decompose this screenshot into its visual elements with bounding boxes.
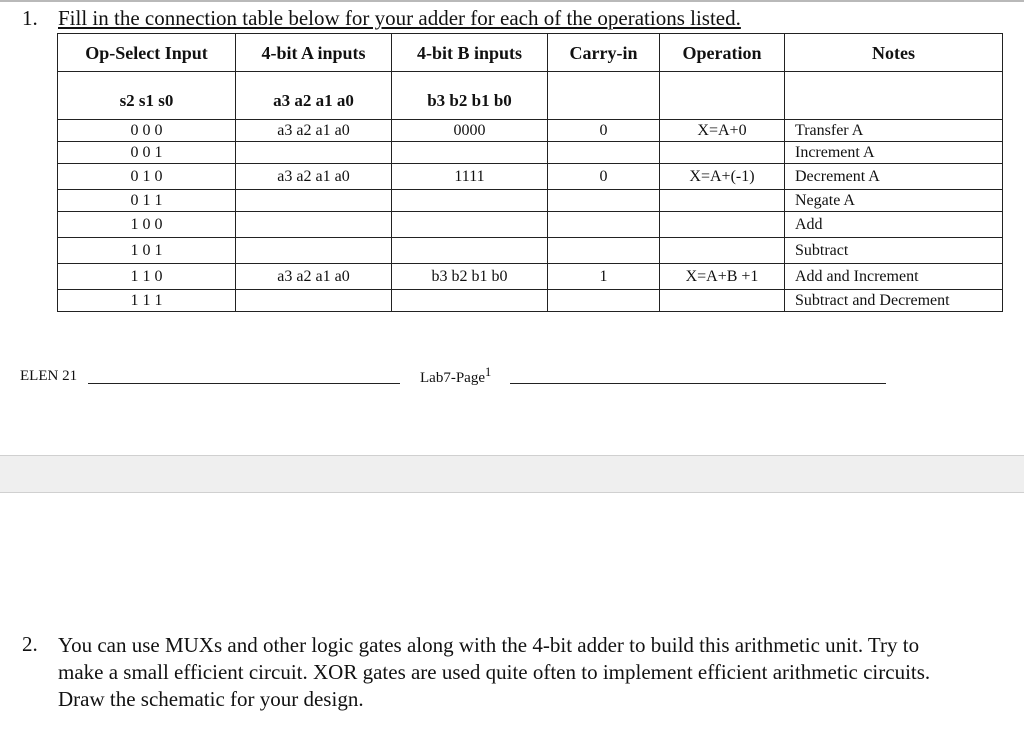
cell-carry-in <box>548 290 660 312</box>
cell-carry-in: 0 <box>548 120 660 142</box>
cell-operation <box>660 212 785 238</box>
cell-notes: Add and Increment <box>785 264 1003 290</box>
cell-a-inputs <box>236 212 392 238</box>
connection-table <box>57 33 1003 312</box>
cell-select: 0 1 0 <box>58 164 236 190</box>
table-row <box>58 120 1003 142</box>
cell-b-inputs <box>392 290 548 312</box>
cell-a-inputs <box>236 190 392 212</box>
subheader-select-bits: s2 s1 s0 <box>58 72 236 120</box>
cell-select: 1 0 1 <box>58 238 236 264</box>
footer-line-right <box>510 383 886 384</box>
cell-carry-in: 1 <box>548 264 660 290</box>
cell-operation <box>660 238 785 264</box>
question-1-number: 1. <box>22 6 38 30</box>
cell-operation: X=A+0 <box>660 120 785 142</box>
table-row <box>58 142 1003 164</box>
table-row <box>58 212 1003 238</box>
subheader-a-bits: a3 a2 a1 a0 <box>236 72 392 120</box>
cell-carry-in: 0 <box>548 164 660 190</box>
cell-select: 1 1 1 <box>58 290 236 312</box>
cell-operation <box>660 190 785 212</box>
footer-line-left <box>88 383 400 384</box>
cell-b-inputs <box>392 190 548 212</box>
cell-notes: Increment A <box>785 142 1003 164</box>
cell-notes: Subtract <box>785 238 1003 264</box>
cell-carry-in <box>548 238 660 264</box>
subheader-b-bits: b3 b2 b1 b0 <box>392 72 548 120</box>
table-row <box>58 290 1003 312</box>
cell-b-inputs <box>392 238 548 264</box>
header-carry-in: Carry-in <box>548 34 660 72</box>
header-operation: Operation <box>660 34 785 72</box>
cell-notes: Add <box>785 212 1003 238</box>
cell-operation <box>660 142 785 164</box>
question-1-text: Fill in the connection table below for your adder for each of the operations listed. <box>58 6 741 30</box>
subheader-notes <box>785 72 1003 120</box>
header-op-select: Op-Select Input <box>58 34 236 72</box>
cell-b-inputs <box>392 142 548 164</box>
footer-page-number: 1 <box>484 365 492 379</box>
cell-b-inputs <box>392 212 548 238</box>
cell-select: 1 1 0 <box>58 264 236 290</box>
cell-a-inputs <box>236 142 392 164</box>
question-2-number: 2. <box>22 632 38 656</box>
subheader-operation <box>660 72 785 120</box>
cell-carry-in <box>548 212 660 238</box>
cell-notes: Negate A <box>785 190 1003 212</box>
subheader-carry <box>548 72 660 120</box>
cell-a-inputs <box>236 238 392 264</box>
header-b-inputs: 4-bit B inputs <box>392 34 548 72</box>
page-gap <box>0 456 1024 492</box>
cell-a-inputs: a3 a2 a1 a0 <box>236 264 392 290</box>
page-gap-bottom-border <box>0 492 1024 493</box>
cell-a-inputs: a3 a2 a1 a0 <box>236 164 392 190</box>
table-row <box>58 238 1003 264</box>
cell-a-inputs: a3 a2 a1 a0 <box>236 120 392 142</box>
header-a-inputs: 4-bit A inputs <box>236 34 392 72</box>
header-notes: Notes <box>785 34 1003 72</box>
question-2-text: You can use MUXs and other logic gates along with the 4-bit adder to build this arithmetic unit. Try to make a small efficient circuit. XOR gates are used quite often to implement efficient arithmetic circuits. Draw the schematic for your design. <box>58 633 931 711</box>
cell-select: 0 1 1 <box>58 190 236 212</box>
cell-notes: Decrement A <box>785 164 1003 190</box>
cell-select: 1 0 0 <box>58 212 236 238</box>
footer-page-label <box>420 365 491 387</box>
cell-notes: Subtract and Decrement <box>785 290 1003 312</box>
footer-page-text: Lab7-Page <box>420 370 485 386</box>
top-border <box>0 0 1024 2</box>
cell-b-inputs: 1111 <box>392 164 548 190</box>
cell-operation: X=A+B +1 <box>660 264 785 290</box>
cell-carry-in <box>548 142 660 164</box>
cell-operation <box>660 290 785 312</box>
cell-b-inputs: 0000 <box>392 120 548 142</box>
table-row <box>58 164 1003 190</box>
cell-notes: Transfer A <box>785 120 1003 142</box>
cell-a-inputs <box>236 290 392 312</box>
footer-course: ELEN 21 <box>20 368 78 384</box>
table-row <box>58 264 1003 290</box>
cell-select: 0 0 0 <box>58 120 236 142</box>
cell-b-inputs: b3 b2 b1 b0 <box>392 264 548 290</box>
table-header-row <box>58 34 1003 72</box>
cell-carry-in <box>548 190 660 212</box>
table-row <box>58 190 1003 212</box>
cell-select: 0 0 1 <box>58 142 236 164</box>
table-subheader-row <box>58 72 1003 120</box>
cell-operation: X=A+(-1) <box>660 164 785 190</box>
